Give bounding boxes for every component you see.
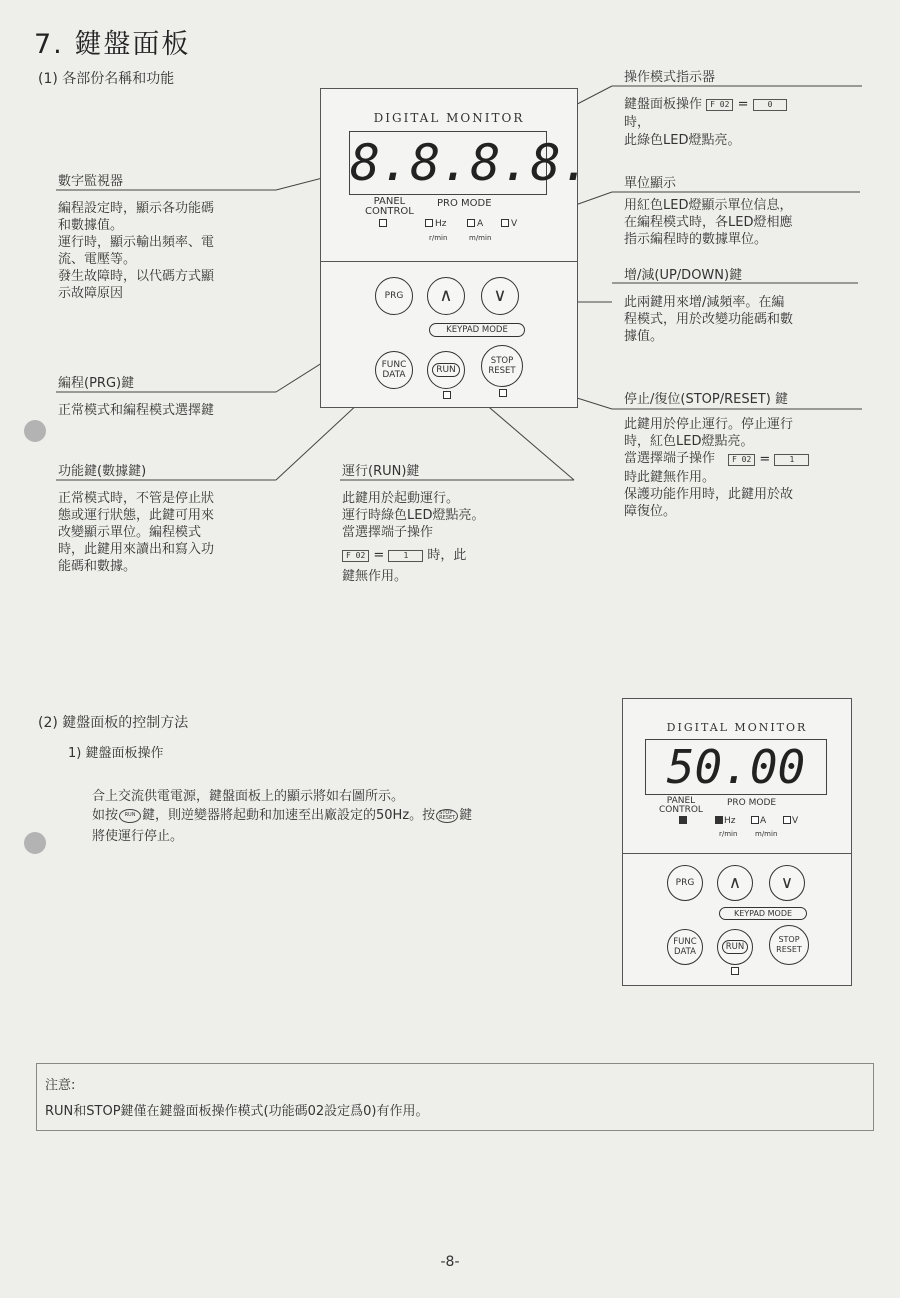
mmin-label: m/min bbox=[755, 830, 778, 838]
a-led bbox=[751, 816, 759, 824]
stop-reset-key[interactable] bbox=[769, 925, 809, 965]
func-key-body: 正常模式時，不管是停止狀 態或運行狀態，此鍵可用來 改變顯示單位。編程模式 時，此鍵用來讀出和寫入功 能碼和數據。 bbox=[58, 491, 215, 574]
reset-label: RESET bbox=[488, 366, 516, 376]
run-key-condition bbox=[342, 547, 466, 564]
unit-display-title: 單位顯示 bbox=[624, 176, 677, 191]
v-led bbox=[783, 816, 791, 824]
part2-line2 bbox=[92, 807, 472, 824]
run-key[interactable] bbox=[717, 929, 753, 965]
equals-sign: = bbox=[373, 548, 385, 563]
part2-line1: 合上交流供電電源，鍵盤面板上的顯示將如右圖所示。 bbox=[92, 789, 405, 804]
run-key[interactable] bbox=[427, 351, 465, 389]
rmin-label: r/min bbox=[429, 234, 448, 242]
run-led bbox=[443, 391, 451, 399]
page-number: -8- bbox=[440, 1254, 460, 1270]
panel-control-led bbox=[379, 219, 387, 227]
stop-label: STOP bbox=[778, 935, 800, 944]
code-box: F 02 bbox=[728, 454, 755, 466]
v-label: V bbox=[511, 219, 518, 229]
binding-hole bbox=[24, 420, 46, 442]
section-title: 7. 鍵盤面板 bbox=[34, 29, 191, 60]
keypad-mode-label: KEYPAD MODE bbox=[719, 907, 807, 920]
stop-reset-body2: 時此鍵無作用。 保護功能作用時，此鍵用於故 障復位。 bbox=[624, 470, 794, 519]
v-led bbox=[501, 219, 509, 227]
line2-text-c: 鍵 bbox=[459, 808, 473, 823]
panel-control-led bbox=[679, 816, 687, 824]
pro-mode-label: PRO MODE bbox=[727, 798, 777, 808]
mode-indicator-line1 bbox=[624, 96, 787, 113]
func-data-key[interactable]: FUNC DATA bbox=[375, 351, 413, 389]
digital-monitor-label: DIGITAL MONITOR bbox=[373, 111, 525, 125]
mode-indicator-line3: 此綠色LED燈點亮。 bbox=[624, 133, 741, 148]
unit-display-body: 用紅色LED燈顯示單位信息， 在編程模式時，各LED燈相應 指示編程時的數據單位。 bbox=[624, 198, 793, 247]
hz-led bbox=[715, 816, 723, 824]
func-data-key[interactable]: FUNC DATA bbox=[667, 929, 703, 965]
value-box: 0 bbox=[753, 99, 788, 111]
updown-key-body: 此兩鍵用來增/減頻率。在編 程模式，用於改變功能碼和數 據值。 bbox=[624, 295, 794, 344]
keypad-mode-label: KEYPAD MODE bbox=[429, 323, 525, 337]
reset-label: RESET bbox=[776, 945, 802, 954]
mmin-label: m/min bbox=[469, 234, 492, 242]
keypad-panel-running-diagram bbox=[622, 698, 852, 986]
updown-key-title: 增/減(UP/DOWN)鍵 bbox=[624, 268, 743, 283]
run-key-title: 運行(RUN)鍵 bbox=[342, 464, 420, 479]
run-tail-text: 時，此 bbox=[427, 548, 467, 563]
note-box bbox=[36, 1063, 874, 1131]
run-key-label: RUN bbox=[432, 363, 460, 377]
line2-text-b: 鍵，則逆變器將起動和加速至出廠設定的50Hz。按 bbox=[142, 808, 436, 823]
stop-reset-body1: 此鍵用於停止運行。停止運行 時，紅色LED燈點亮。 當選擇端子操作 bbox=[624, 417, 794, 466]
code-box: F 02 bbox=[706, 99, 733, 111]
down-key[interactable]: ∨ bbox=[769, 865, 805, 901]
panel-control-label: PANEL CONTROL bbox=[659, 796, 703, 815]
mode-indicator-title: 操作模式指示器 bbox=[624, 70, 716, 85]
stop-reset-title: 停止/復位(STOP/RESET) 鍵 bbox=[624, 392, 788, 407]
run-mini-icon: RUN bbox=[119, 809, 141, 823]
panel-control-label: PANEL CONTROL bbox=[365, 196, 414, 217]
a-led bbox=[467, 219, 475, 227]
part2-line3: 將使運行停止。 bbox=[92, 829, 184, 844]
equals-sign: = bbox=[737, 97, 749, 112]
stop-led bbox=[499, 389, 507, 397]
code-box: F 02 bbox=[342, 550, 369, 562]
up-key[interactable]: ∧ bbox=[427, 277, 465, 315]
led-display: 50.00 bbox=[645, 739, 827, 795]
up-key[interactable]: ∧ bbox=[717, 865, 753, 901]
line2-text-a: 如按 bbox=[92, 808, 119, 823]
value-box: 1 bbox=[774, 454, 809, 466]
note-title: 注意: bbox=[45, 1078, 76, 1093]
mode-indicator-line2: 時， bbox=[624, 115, 651, 130]
prg-key[interactable]: PRG bbox=[667, 865, 703, 901]
stop-reset-key[interactable] bbox=[481, 345, 523, 387]
equals-sign: = bbox=[759, 452, 771, 467]
a-label: A bbox=[760, 816, 767, 826]
prg-key[interactable]: PRG bbox=[375, 277, 413, 315]
stop-label: STOP bbox=[490, 356, 514, 366]
part2-heading: (2) 鍵盤面板的控制方法 bbox=[38, 715, 189, 731]
prg-key-body: 正常模式和編程模式選擇鍵 bbox=[58, 403, 215, 418]
keypad-panel-diagram bbox=[320, 88, 591, 408]
hz-led bbox=[425, 219, 433, 227]
run-led bbox=[731, 967, 739, 975]
func-key-title: 功能鍵(數據鍵) bbox=[58, 464, 147, 479]
stop-reset-mini-icon: STOP RESET bbox=[436, 809, 458, 823]
value-box: 1 bbox=[388, 550, 423, 562]
binding-hole bbox=[24, 832, 46, 854]
run-key-last: 鍵無作用。 bbox=[342, 569, 408, 584]
note-body: RUN和STOP鍵僅在鍵盤面板操作模式(功能碼02設定爲0)有作用。 bbox=[45, 1104, 429, 1119]
v-label: V bbox=[792, 816, 799, 826]
monitor-title: 數字監視器 bbox=[58, 174, 124, 189]
run-key-body: 此鍵用於起動運行。 運行時綠色LED燈點亮。 當選擇端子操作 bbox=[342, 491, 485, 540]
a-label: A bbox=[477, 219, 484, 229]
down-key[interactable]: ∨ bbox=[481, 277, 519, 315]
digital-monitor-label: DIGITAL MONITOR bbox=[666, 721, 808, 734]
prg-key-title: 編程(PRG)鍵 bbox=[58, 376, 135, 391]
mode-line1-text: 鍵盤面板操作 bbox=[624, 97, 703, 112]
monitor-body: 編程設定時，顯示各功能碼 和數據值。 運行時，顯示輸出頻率、電 流、電壓等。 發生故障時，以代碼方式顯 示故障原因 bbox=[58, 201, 215, 301]
run-key-label: RUN bbox=[722, 940, 749, 954]
hz-label: Hz bbox=[724, 816, 736, 826]
pro-mode-label: PRO MODE bbox=[437, 198, 492, 209]
led-display: 8.8.8.8. bbox=[349, 131, 547, 195]
stop-condition bbox=[728, 451, 809, 468]
part1-heading: (1) 各部份名稱和功能 bbox=[38, 71, 175, 87]
part2-sub: 1) 鍵盤面板操作 bbox=[68, 746, 164, 761]
hz-label: Hz bbox=[435, 219, 447, 229]
rmin-label: r/min bbox=[719, 830, 738, 838]
